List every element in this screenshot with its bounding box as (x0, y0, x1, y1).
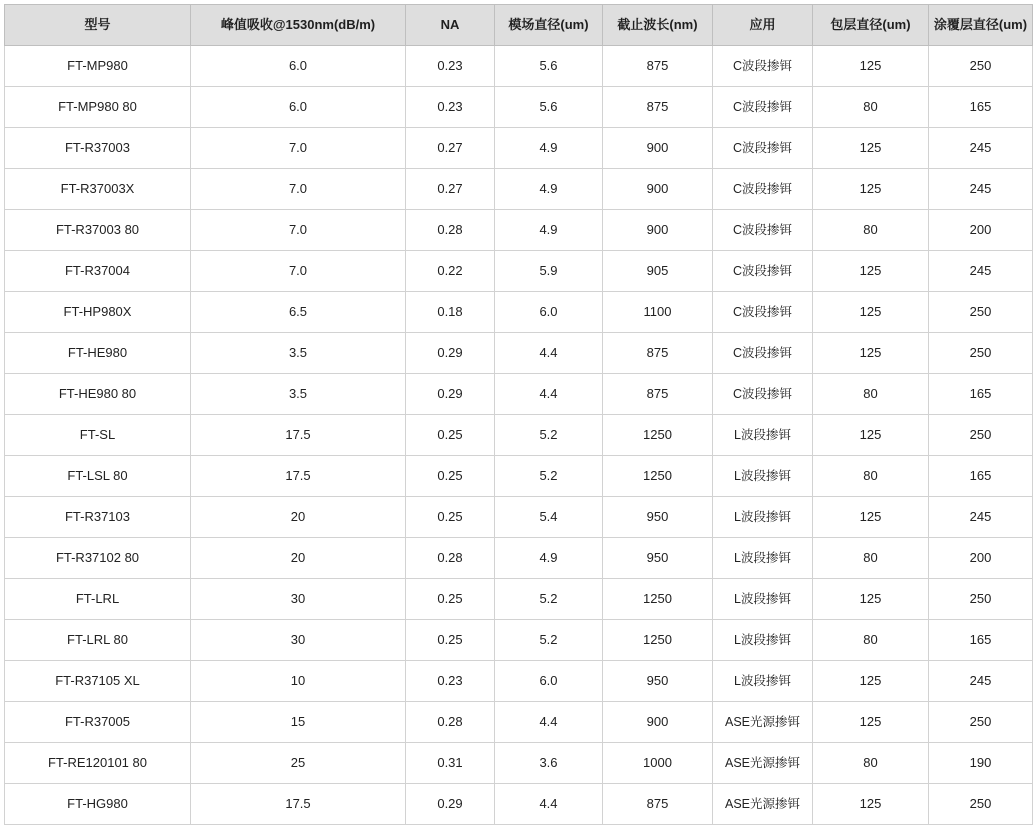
column-header-model: 型号 (5, 5, 191, 46)
cell-cutoff-wavelength: 905 (603, 251, 713, 292)
cell-model: FT-R37105 XL (5, 661, 191, 702)
cell-model: FT-LSL 80 (5, 456, 191, 497)
column-header-application: 应用 (713, 5, 813, 46)
table-row (5, 169, 1033, 210)
cell-model: FT-LRL (5, 579, 191, 620)
cell-na: 0.28 (406, 702, 495, 743)
cell-coating-diameter: 165 (929, 456, 1033, 497)
table-body (5, 46, 1033, 825)
cell-coating-diameter: 245 (929, 169, 1033, 210)
cell-coating-diameter: 200 (929, 538, 1033, 579)
cell-na: 0.25 (406, 620, 495, 661)
cell-application: L波段掺铒 (713, 497, 813, 538)
cell-cutoff-wavelength: 875 (603, 87, 713, 128)
cell-cutoff-wavelength: 1250 (603, 579, 713, 620)
cell-na: 0.28 (406, 210, 495, 251)
cell-coating-diameter: 165 (929, 87, 1033, 128)
cell-cutoff-wavelength: 1250 (603, 415, 713, 456)
cell-application: L波段掺铒 (713, 456, 813, 497)
cell-model: FT-R37003 80 (5, 210, 191, 251)
cell-peak-absorption: 25 (191, 743, 406, 784)
cell-application: L波段掺铒 (713, 661, 813, 702)
cell-na: 0.25 (406, 579, 495, 620)
cell-na: 0.29 (406, 333, 495, 374)
cell-cutoff-wavelength: 1000 (603, 743, 713, 784)
cell-model: FT-MP980 80 (5, 87, 191, 128)
cell-cutoff-wavelength: 1250 (603, 620, 713, 661)
cell-cutoff-wavelength: 875 (603, 46, 713, 87)
cell-coating-diameter: 190 (929, 743, 1033, 784)
table-row (5, 46, 1033, 87)
cell-peak-absorption: 3.5 (191, 374, 406, 415)
column-header-cutoff-wavelength: 截止波长(nm) (603, 5, 713, 46)
cell-mode-field-diameter: 5.6 (495, 46, 603, 87)
cell-mode-field-diameter: 6.0 (495, 292, 603, 333)
cell-cutoff-wavelength: 875 (603, 784, 713, 825)
cell-model: FT-HE980 (5, 333, 191, 374)
cell-coating-diameter: 245 (929, 497, 1033, 538)
table-row (5, 661, 1033, 702)
cell-cutoff-wavelength: 900 (603, 210, 713, 251)
cell-application: ASE光源掺铒 (713, 784, 813, 825)
table-row (5, 620, 1033, 661)
table-row (5, 538, 1033, 579)
cell-na: 0.31 (406, 743, 495, 784)
table-row (5, 210, 1033, 251)
cell-coating-diameter: 165 (929, 620, 1033, 661)
column-header-peak-absorption: 峰值吸收@1530nm(dB/m) (191, 5, 406, 46)
cell-peak-absorption: 20 (191, 538, 406, 579)
cell-peak-absorption: 7.0 (191, 169, 406, 210)
cell-application: C波段掺铒 (713, 46, 813, 87)
cell-peak-absorption: 10 (191, 661, 406, 702)
cell-application: C波段掺铒 (713, 210, 813, 251)
cell-peak-absorption: 7.0 (191, 251, 406, 292)
cell-cladding-diameter: 125 (813, 579, 929, 620)
cell-cladding-diameter: 125 (813, 661, 929, 702)
cell-cladding-diameter: 125 (813, 292, 929, 333)
cell-application: C波段掺铒 (713, 87, 813, 128)
cell-peak-absorption: 7.0 (191, 128, 406, 169)
cell-peak-absorption: 15 (191, 702, 406, 743)
cell-application: L波段掺铒 (713, 620, 813, 661)
cell-mode-field-diameter: 4.9 (495, 538, 603, 579)
cell-cutoff-wavelength: 900 (603, 702, 713, 743)
cell-cladding-diameter: 125 (813, 251, 929, 292)
cell-application: C波段掺铒 (713, 251, 813, 292)
cell-peak-absorption: 17.5 (191, 456, 406, 497)
cell-application: C波段掺铒 (713, 374, 813, 415)
cell-cladding-diameter: 125 (813, 702, 929, 743)
cell-coating-diameter: 245 (929, 661, 1033, 702)
cell-mode-field-diameter: 5.4 (495, 497, 603, 538)
cell-na: 0.27 (406, 128, 495, 169)
cell-na: 0.25 (406, 456, 495, 497)
cell-coating-diameter: 250 (929, 702, 1033, 743)
cell-model: FT-SL (5, 415, 191, 456)
cell-cutoff-wavelength: 950 (603, 497, 713, 538)
cell-model: FT-R37003X (5, 169, 191, 210)
cell-model: FT-R37103 (5, 497, 191, 538)
cell-coating-diameter: 250 (929, 292, 1033, 333)
table-row (5, 497, 1033, 538)
cell-cutoff-wavelength: 1250 (603, 456, 713, 497)
cell-peak-absorption: 17.5 (191, 415, 406, 456)
table-row (5, 456, 1033, 497)
cell-mode-field-diameter: 5.9 (495, 251, 603, 292)
cell-peak-absorption: 7.0 (191, 210, 406, 251)
table-row (5, 702, 1033, 743)
cell-cladding-diameter: 80 (813, 620, 929, 661)
cell-cladding-diameter: 80 (813, 87, 929, 128)
cell-cladding-diameter: 80 (813, 743, 929, 784)
cell-model: FT-R37004 (5, 251, 191, 292)
table-row (5, 415, 1033, 456)
cell-cutoff-wavelength: 950 (603, 661, 713, 702)
cell-cutoff-wavelength: 900 (603, 169, 713, 210)
fiber-spec-table (4, 4, 1033, 825)
cell-coating-diameter: 250 (929, 579, 1033, 620)
cell-mode-field-diameter: 4.4 (495, 702, 603, 743)
column-header-na: NA (406, 5, 495, 46)
cell-mode-field-diameter: 5.2 (495, 579, 603, 620)
cell-na: 0.23 (406, 46, 495, 87)
cell-cladding-diameter: 125 (813, 169, 929, 210)
cell-cladding-diameter: 125 (813, 784, 929, 825)
table-row (5, 374, 1033, 415)
cell-application: ASE光源掺铒 (713, 702, 813, 743)
cell-application: C波段掺铒 (713, 292, 813, 333)
cell-mode-field-diameter: 4.4 (495, 374, 603, 415)
cell-na: 0.23 (406, 661, 495, 702)
cell-model: FT-MP980 (5, 46, 191, 87)
cell-peak-absorption: 6.0 (191, 87, 406, 128)
table-row (5, 87, 1033, 128)
cell-application: C波段掺铒 (713, 128, 813, 169)
column-header-mode-field-diameter: 模场直径(um) (495, 5, 603, 46)
column-header-cladding-diameter: 包层直径(um) (813, 5, 929, 46)
cell-coating-diameter: 250 (929, 46, 1033, 87)
cell-peak-absorption: 30 (191, 579, 406, 620)
cell-application: L波段掺铒 (713, 415, 813, 456)
cell-cladding-diameter: 125 (813, 128, 929, 169)
cell-application: C波段掺铒 (713, 333, 813, 374)
cell-na: 0.28 (406, 538, 495, 579)
cell-na: 0.27 (406, 169, 495, 210)
cell-coating-diameter: 250 (929, 784, 1033, 825)
cell-model: FT-R37102 80 (5, 538, 191, 579)
cell-na: 0.29 (406, 374, 495, 415)
cell-model: FT-HG980 (5, 784, 191, 825)
table-row (5, 579, 1033, 620)
table-row (5, 743, 1033, 784)
table-row (5, 333, 1033, 374)
cell-cladding-diameter: 80 (813, 538, 929, 579)
cell-peak-absorption: 17.5 (191, 784, 406, 825)
table-row (5, 292, 1033, 333)
cell-mode-field-diameter: 3.6 (495, 743, 603, 784)
cell-peak-absorption: 6.0 (191, 46, 406, 87)
cell-cladding-diameter: 80 (813, 374, 929, 415)
cell-application: ASE光源掺铒 (713, 743, 813, 784)
cell-mode-field-diameter: 4.9 (495, 128, 603, 169)
table-row (5, 784, 1033, 825)
cell-model: FT-RE120101 80 (5, 743, 191, 784)
cell-cutoff-wavelength: 950 (603, 538, 713, 579)
cell-cutoff-wavelength: 875 (603, 374, 713, 415)
cell-cladding-diameter: 80 (813, 210, 929, 251)
cell-coating-diameter: 200 (929, 210, 1033, 251)
table-header-row (5, 5, 1033, 46)
cell-na: 0.22 (406, 251, 495, 292)
table-header (5, 5, 1033, 46)
cell-application: L波段掺铒 (713, 538, 813, 579)
cell-cutoff-wavelength: 875 (603, 333, 713, 374)
cell-na: 0.18 (406, 292, 495, 333)
cell-application: L波段掺铒 (713, 579, 813, 620)
cell-cutoff-wavelength: 1100 (603, 292, 713, 333)
cell-mode-field-diameter: 5.6 (495, 87, 603, 128)
table-row (5, 128, 1033, 169)
cell-model: FT-HE980 80 (5, 374, 191, 415)
cell-mode-field-diameter: 4.9 (495, 210, 603, 251)
cell-cladding-diameter: 125 (813, 46, 929, 87)
cell-mode-field-diameter: 4.9 (495, 169, 603, 210)
cell-peak-absorption: 6.5 (191, 292, 406, 333)
cell-peak-absorption: 20 (191, 497, 406, 538)
cell-peak-absorption: 3.5 (191, 333, 406, 374)
cell-coating-diameter: 245 (929, 251, 1033, 292)
table-row (5, 251, 1033, 292)
column-header-coating-diameter: 涂覆层直径(um) (929, 5, 1033, 46)
cell-cladding-diameter: 125 (813, 333, 929, 374)
cell-coating-diameter: 250 (929, 333, 1033, 374)
cell-na: 0.25 (406, 415, 495, 456)
cell-cladding-diameter: 125 (813, 415, 929, 456)
cell-model: FT-LRL 80 (5, 620, 191, 661)
cell-coating-diameter: 165 (929, 374, 1033, 415)
cell-mode-field-diameter: 5.2 (495, 415, 603, 456)
cell-mode-field-diameter: 4.4 (495, 784, 603, 825)
cell-application: C波段掺铒 (713, 169, 813, 210)
cell-coating-diameter: 245 (929, 128, 1033, 169)
cell-model: FT-R37003 (5, 128, 191, 169)
cell-mode-field-diameter: 5.2 (495, 620, 603, 661)
cell-coating-diameter: 250 (929, 415, 1033, 456)
cell-mode-field-diameter: 5.2 (495, 456, 603, 497)
cell-model: FT-HP980X (5, 292, 191, 333)
cell-na: 0.29 (406, 784, 495, 825)
cell-cladding-diameter: 80 (813, 456, 929, 497)
cell-cutoff-wavelength: 900 (603, 128, 713, 169)
cell-na: 0.25 (406, 497, 495, 538)
cell-na: 0.23 (406, 87, 495, 128)
cell-peak-absorption: 30 (191, 620, 406, 661)
cell-cladding-diameter: 125 (813, 497, 929, 538)
cell-model: FT-R37005 (5, 702, 191, 743)
cell-mode-field-diameter: 4.4 (495, 333, 603, 374)
cell-mode-field-diameter: 6.0 (495, 661, 603, 702)
